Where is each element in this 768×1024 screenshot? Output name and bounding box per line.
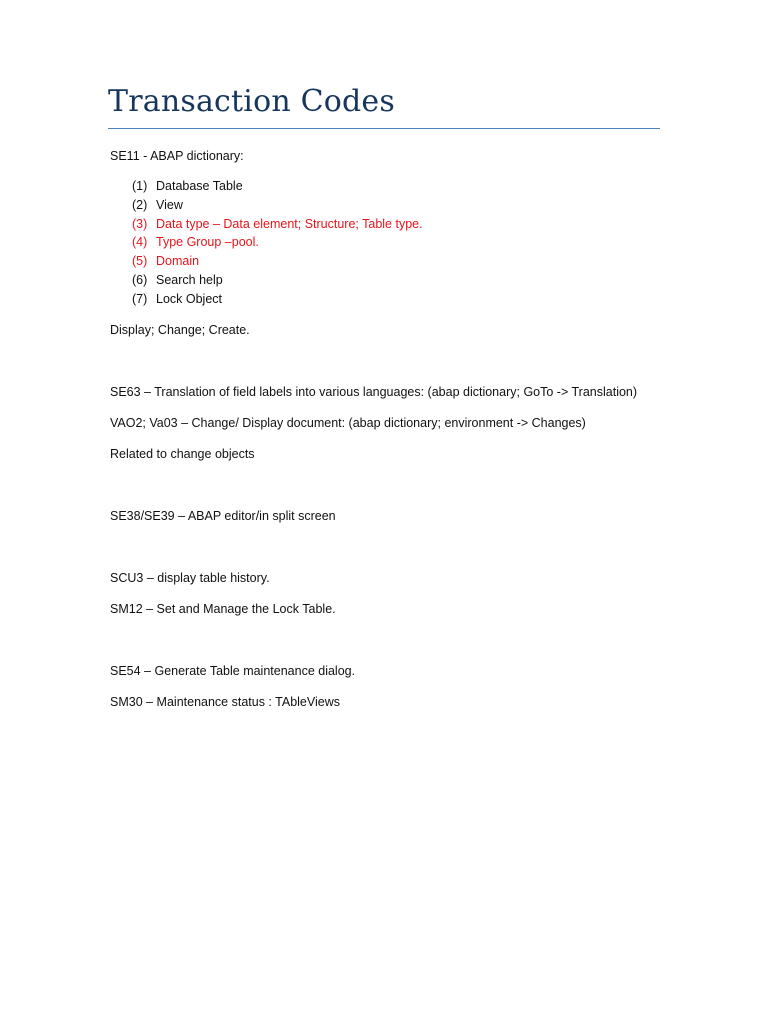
page-title: Transaction Codes (108, 84, 395, 119)
list-item-highlighted (132, 252, 423, 271)
paragraph: SCU3 – display table history. (110, 571, 270, 585)
intro-line: SE11 - ABAP dictionary: (110, 149, 244, 163)
list-item-text: Type Group –pool. (156, 235, 259, 250)
title-underline (108, 128, 660, 129)
paragraph: SE38/SE39 – ABAP editor/in split screen (110, 509, 336, 523)
list-item (132, 290, 423, 309)
list-item-text: View (156, 197, 183, 212)
list-item-text: Lock Object (156, 291, 223, 306)
list-item-highlighted (132, 215, 423, 234)
paragraph: VAO2; Va03 – Change/ Display document: (abap dictionary; environment -> Changes) (110, 416, 586, 430)
list-item-highlighted (132, 233, 423, 252)
list-item-number: (6) (132, 272, 148, 287)
list-item-number: (4) (132, 235, 148, 250)
list-item-number: (1) (132, 179, 148, 193)
list-item (132, 196, 423, 215)
list-item-text: Database Table (156, 179, 243, 193)
list-item (132, 177, 423, 196)
list-item-text: Data type – Data element; Structure; Table type. (156, 216, 423, 231)
paragraph: SM12 – Set and Manage the Lock Table. (110, 602, 336, 616)
list-item-text: Domain (156, 254, 200, 269)
list-item-number: (5) (132, 254, 148, 269)
list-item (132, 271, 423, 290)
paragraph: SE54 – Generate Table maintenance dialog. (110, 664, 356, 678)
paragraph: SM30 – Maintenance status : TAbleViews (110, 695, 340, 709)
paragraph: Related to change objects (110, 447, 255, 461)
paragraph: Display; Change; Create. (110, 323, 250, 337)
dictionary-object-list (132, 177, 423, 309)
list-item-number: (7) (132, 291, 148, 306)
list-item-text: Search help (156, 272, 223, 287)
list-item-number: (2) (132, 197, 148, 212)
list-item-number: (3) (132, 216, 148, 231)
paragraph: SE63 – Translation of field labels into various languages: (abap dictionary; GoTo -> Translation) (110, 385, 638, 399)
